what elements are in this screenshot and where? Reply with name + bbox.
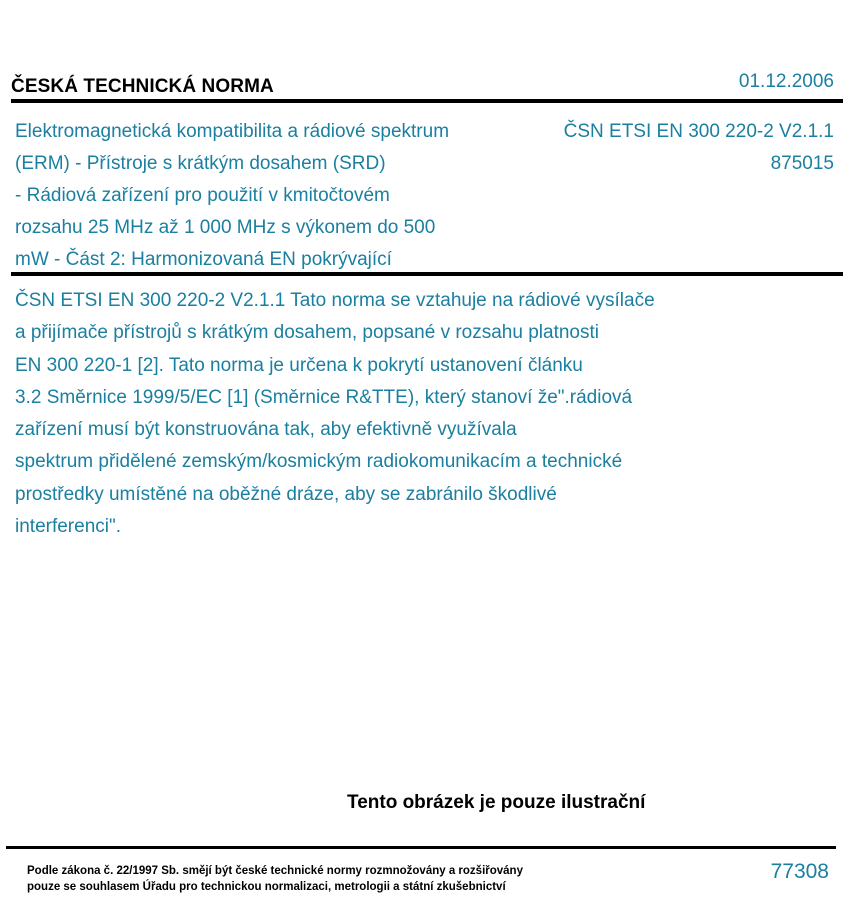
standard-subject [15,116,515,276]
document-type-heading: ČESKÁ TECHNICKÁ NORMA [11,76,274,97]
subject-line: (ERM) - Přístroje s krátkým dosahem (SRD) [15,153,386,174]
legal-line: pouze se souhlasem Úřadu pro technickou normalizaci, metrologii a státní zkušebnictví [27,881,506,893]
abstract-text: ČSN ETSI EN 300 220-2 V2.1.1 Tato norma se vztahuje na rádiové vysílače a přijímače přístrojů s krátkým dosahem, popsané v rozsahu platnosti EN 300 220-1 [2]. Tato norma je určena k pokrytí ustanovení článku 3.2 Směrnice 1999/5/EC [1] (Směrnice R&TTE), který stanoví že".rádiová zařízení musí být konstruována tak, aby efektivně využívala spektrum přidělené zemským/kosmickým radiokomunikacím a technické prostředky umístěné na oběžné dráze, aby se zabránilo škodlivé interferenci". [15,290,655,538]
subject-line: rozsahu 25 MHz až 1 000 MHz s výkonem do 500 [15,217,436,238]
legal-line: Podle zákona č. 22/1997 Sb. smějí být české technické normy rozmnožovány a rozšiřovány [27,865,523,877]
illustration-note: Tento obrázek je pouze ilustrační [347,792,646,813]
header-divider [11,99,843,103]
legal-notice [27,863,523,895]
subject-line: - Rádiová zařízení pro použití v kmitočtovém [15,185,390,206]
section-divider [11,272,843,276]
subject-line: mW - Část 2: Harmonizovaná EN pokrývající [15,249,392,270]
subject-line: Elektromagnetická kompatibilita a rádiové spektrum [15,121,450,142]
classification-number: 875015 [770,153,834,174]
standard-identification [564,116,834,180]
footer-divider [6,846,836,849]
catalog-code: 77308 [770,860,829,883]
publication-date: 01.12.2006 [738,71,834,92]
standard-designation: ČSN ETSI EN 300 220-2 V2.1.1 [563,121,834,142]
